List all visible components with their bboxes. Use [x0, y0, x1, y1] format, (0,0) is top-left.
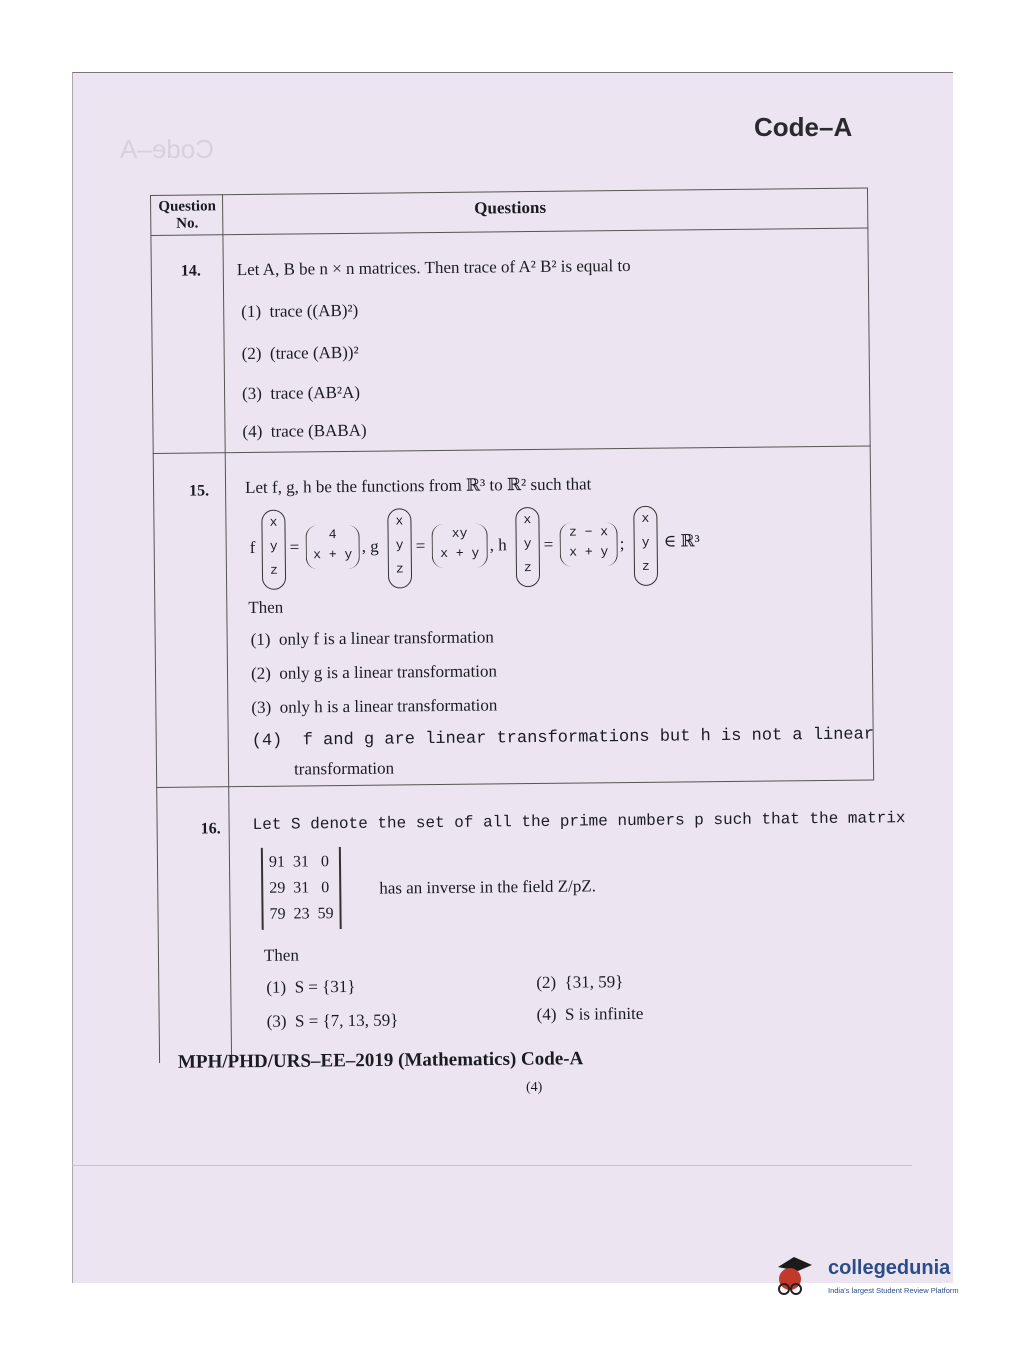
collegedunia-logo	[768, 1247, 998, 1307]
q15-function-definitions: f x y z = 4 x + y , g x y z = xy x + y , h x y z = z − x x + y ; x y z ∈ ℝ³	[245, 500, 806, 596]
q16-option-1: (1) S = {31}	[266, 976, 356, 997]
q15-option-4-continued: transformation	[293, 758, 395, 779]
q16-option-4: (4) S is infinite	[536, 1003, 644, 1024]
h-output-vector: z − x x + y	[559, 522, 617, 567]
q14-option-2: (2) (trace (AB))²	[241, 342, 359, 364]
paper-footer-title: MPH/PHD/URS–EE–2019 (Mathematics) Code-A	[177, 1048, 584, 1073]
q16-then: Then	[263, 945, 300, 965]
bleed-through-code: Code–A	[120, 134, 214, 164]
question-15-stem: Let f, g, h be the functions from ℝ³ to ℝ² such that	[244, 474, 592, 498]
q14-option-1: (1) trace ((AB)²)	[241, 300, 359, 322]
q15-then: Then	[248, 597, 284, 617]
q15-option-3: (3) only h is a linear transformation	[251, 695, 498, 717]
q15-option-1: (1) only f is a linear transformation	[250, 627, 494, 649]
page-edge	[72, 1165, 912, 1166]
q15-option-4: (4) f and g are linear transformations but h is not a linear	[251, 725, 875, 751]
q16-matrix-condition: has an inverse in the field Z/pZ.	[379, 876, 597, 898]
question-16-stem: Let S denote the set of all the prime numbers p such that the matrix	[252, 809, 906, 834]
q14-option-3: (3) trace (AB²A)	[241, 382, 361, 404]
question-number-16: 16.	[200, 820, 221, 838]
f-output-vector: 4 x + y	[305, 525, 359, 570]
in-r3-label: ∈ ℝ³	[663, 531, 700, 551]
q15-option-2: (2) only g is a linear transformation	[250, 661, 498, 683]
logo-wordmark: collegedunia	[828, 1257, 951, 1279]
vector-xyz: x y z	[261, 510, 286, 590]
question-number-14: 14.	[180, 262, 201, 280]
question-number-15: 15.	[189, 482, 210, 500]
questions-table	[150, 187, 906, 1062]
vector-xyz: x y z	[387, 508, 412, 588]
q14-option-4: (4) trace (BABA)	[242, 420, 367, 442]
logo-tagline: India's largest Student Review Platform	[828, 1286, 959, 1295]
q16-option-3: (3) S = {7, 13, 59}	[266, 1010, 399, 1031]
question-14-stem: Let A, B be n × n matrices. Then trace of A² B² is equal to	[236, 255, 631, 280]
column-header-questions: Questions	[474, 197, 547, 218]
vector-xyz: x y z	[515, 507, 540, 587]
g-output-vector: xy x + y	[431, 523, 487, 568]
page-number: (4)	[526, 1080, 543, 1095]
q16-option-2: (2) {31, 59}	[536, 972, 624, 992]
vector-xyz: x y z	[633, 506, 658, 586]
paper-code: Code–A	[754, 112, 853, 142]
column-header-question-no: Question No.	[158, 198, 216, 232]
q16-matrix: 91 31 0 29 31 0 79 23 59	[261, 847, 342, 930]
mascot-icon	[768, 1249, 820, 1301]
